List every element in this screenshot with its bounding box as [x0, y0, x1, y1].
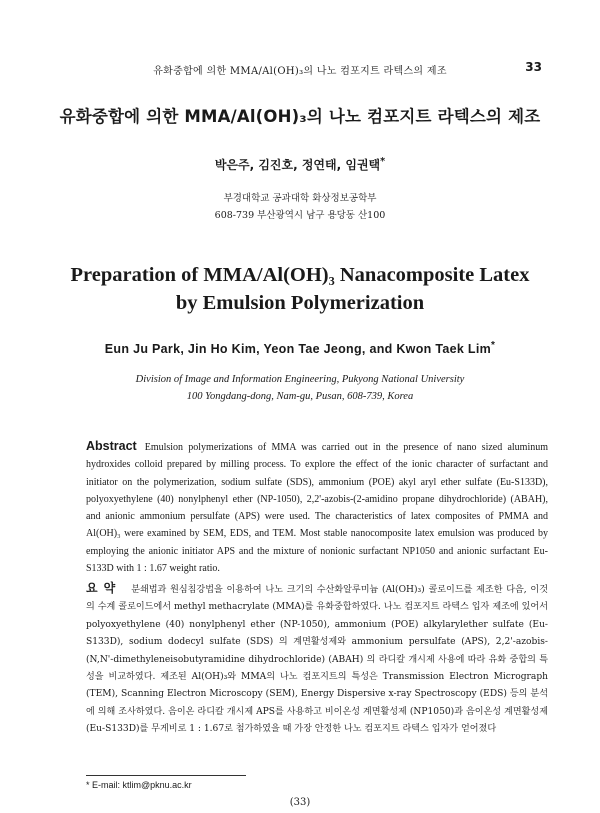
corresponding-mark: * — [491, 339, 496, 351]
footnote-divider — [86, 775, 246, 776]
bottom-page-number: (33) — [289, 797, 311, 808]
korean-title: 유화중합에 의한 MMA/Al(OH)₃의 나노 컴포지트 라텍스의 제조 — [59, 107, 541, 126]
english-affiliation-1: Division of Image and Information Engineering, Pukyong National University — [135, 374, 465, 385]
abstract-text: Emulsion polymerizations of MMA was carried out in the presence of nano sized aluminum hydroxides colloid prepared by milling process. To explore the effect of the ionic character of surfactant and initiator on the polymerization, sodium sulfate (SDS), ammonium (POE) akyl aryl ether sulfate (Eu-S133D), polyoxyethylene (40) nonylphenyl ether (NP-1050), 2,2'-azobis-(2-amidino propane dihydrochloride) (ABAH), and anionic ammonium persulfate (APS) were used. The characteristics of latex composites of PMMA and Al(OH)₃ were examined by SEM, EDS, and TEM. Most stable nanocomposite latex emulsion was produced by employing the anionic initiator APS and the mixture of nonionic surfactant NP1050 and anionic surfactant Eu-S133D with 1 : 1.67 weight ratio. — [86, 442, 548, 575]
korean-abstract-text: 분쇄법과 원심침강법을 이용하여 나노 크기의 수산화알루미늄 (Al(OH)₃) 콜로이드를 제조한 다음, 이것의 수계 콜로이드에서 methyl methacrylate (MMA)를 유화중합하였다. 나노 컴포지트 라텍스 입자 제조에 있어서 polyoxyethylene (40) nonylphenyl ether (NP-1050), ammonium (POE) alkylarylether sulfate (Eu-S133D), sodium dodecyl sulfate (SDS) 의 계면활성제와 ammonium persulfate (APS), 2,2'-azobis- (N,N'-dimethyleneisobutyramidine dihydrochloride) (ABAH) 의 라디칼 개시제 사용에 따라 유화 중합의 특성을 비교하였다. 제조된 Al(OH)₃와 MMA의 나노 컴포지트의 특성은 Transmission Electron Micrograph (TEM), Scanning Electron Microscopy (SEM), Energy Dispersive x-ray Spectroscopy (EDS) 등의 분석에 의해 조사하였다. 음이온 라디칼 개시제 APS를 사용하고 비이온성 계면활성제 (NP1050)과 음이온성 계면활성제 (Eu-S133D)를 무게비로 1 : 1.67로 첨가하였을 때 가장 안정한 나노 컴포지트 라텍스 입자가 얻어졌다 — [86, 585, 548, 735]
korean-abstract-heading: 요약 — [86, 581, 122, 595]
english-title-line1: Preparation of MMA/Al(OH)₃ Nanacomposite Latex — [70, 264, 530, 286]
footnote-email: * E-mail: ktlim@pknu.ac.kr — [86, 780, 192, 790]
korean-affiliation-2: 608-739 부산광역시 남구 용당동 산100 — [214, 210, 386, 221]
korean-abstract — [86, 580, 548, 739]
korean-affiliation-1: 부경대학교 공과대학 화상정보공학부 — [223, 193, 377, 204]
korean-authors — [0, 156, 600, 173]
english-affiliation-2: 100 Yongdang-dong, Nam-gu, Pusan, 608-739, Korea — [186, 391, 414, 402]
english-author-names: Eun Ju Park, Jin Ho Kim, Yeon Tae Jeong, and Kwon Taek Lim — [104, 342, 492, 356]
corresponding-mark: * — [380, 156, 386, 167]
abstract-heading: Abstract — [86, 439, 137, 453]
english-authors — [0, 339, 600, 356]
korean-author-names: 박은주, 김진호, 정연태, 임권택 — [214, 158, 381, 172]
abstract — [86, 438, 548, 577]
page-number: 33 — [525, 60, 542, 74]
english-title-line2: by Emulsion Polymerization — [175, 292, 425, 314]
running-head: 유화중합에 의한 MMA/Al(OH)₃의 나노 컴포지트 라텍스의 제조 — [153, 66, 447, 77]
